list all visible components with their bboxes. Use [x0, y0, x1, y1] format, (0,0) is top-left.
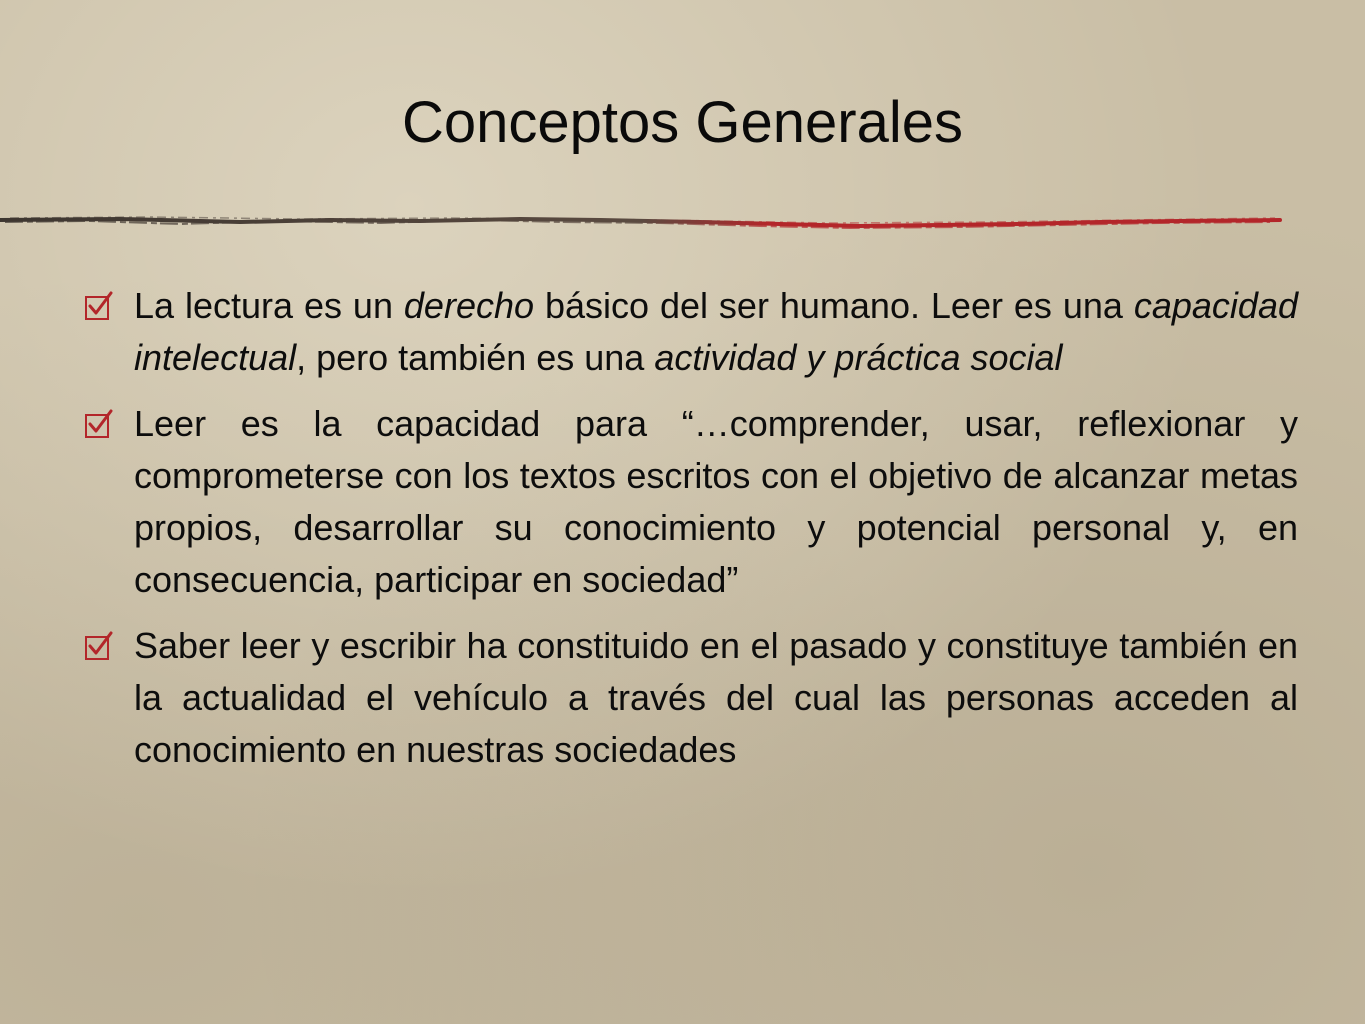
slide-title: Conceptos Generales — [402, 90, 963, 155]
bullet-text: Leer es la capacidad para “…comprender, usar, reflexionar y comprometerse con los textos escritos con el objetivo de alcanzar metas propios, desarrollar su conocimiento y potencial personal y, en consecuencia, participar en sociedad” — [134, 403, 1298, 600]
bullet-text: La lectura es un derecho básico del ser humano. Leer es una capacidad intelectual, pero también es una actividad y práctica social — [134, 285, 1298, 378]
bullet-item-2 — [134, 398, 1298, 606]
checkbox-checked-icon — [84, 291, 114, 321]
checkbox-checked-icon — [84, 631, 114, 661]
checkbox-checked-icon — [84, 409, 114, 439]
bullet-list — [0, 280, 1365, 790]
title-divider — [0, 208, 1285, 238]
bullet-item-3 — [134, 620, 1298, 776]
bullet-text: Saber leer y escribir ha constituido en el pasado y constituye también en la actualidad el vehículo a través del cual las personas acceden al conocimiento en nuestras sociedades — [134, 625, 1298, 770]
bullet-item-1 — [134, 280, 1298, 384]
